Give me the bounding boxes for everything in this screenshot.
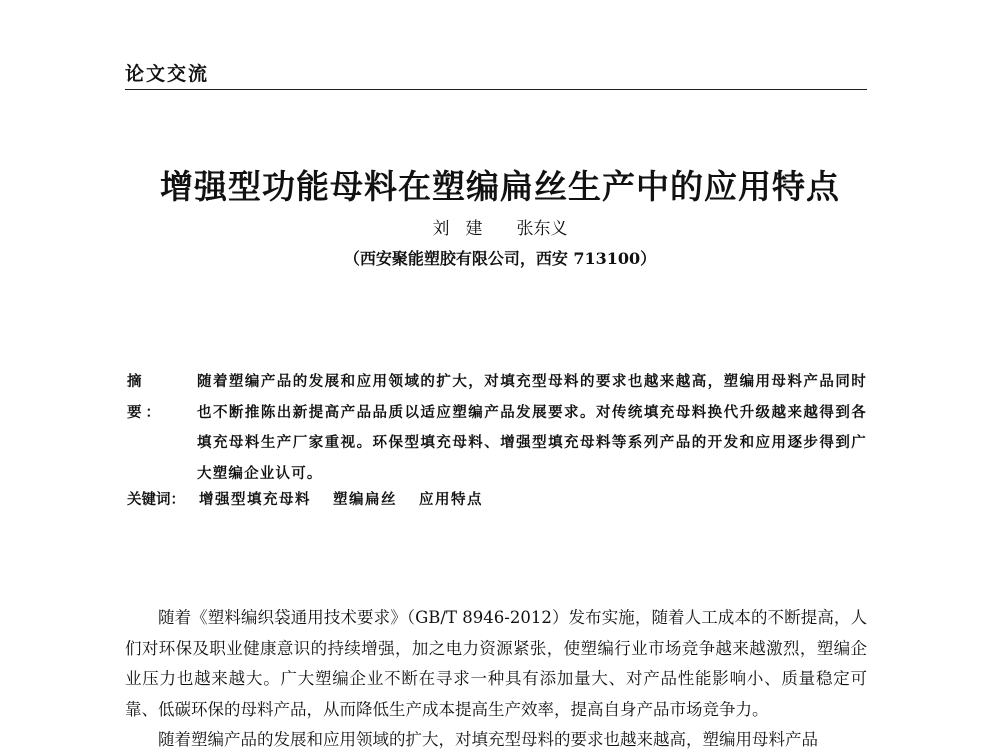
abstract-text: 随着塑编产品的发展和应用领域的扩大，对填充型母料的要求也越来越高，塑编用母料产品同时也不断推陈出新提高产品品质以适应塑编产品发展要求。对传统填充母料换代升级越来越得到各填充母料生产厂家重视。环保型填充母料、增强型填充母料等系列产品的开发和应用逐步得到广大塑编企业认可。	[197, 373, 867, 482]
body-paragraph: 随着《塑料编织袋通用技术要求》（GB/T 8946-2012）发布实施，随着人工成本的不断提高，人们对环保及职业健康意识的持续增强，加之电力资源紧张，使塑编行业市场竞争越来越激烈，塑编企业压力也越来越大。广大塑编企业不断在寻求一种具有添加量大、对产品性能影响小、质量稳定可靠、低碳环保的母料产品，从而降低生产成本提高生产效率，提高自身产品市场竞争力。	[125, 608, 867, 719]
author-name: 张东义	[516, 219, 568, 239]
author-list	[200, 215, 800, 243]
keyword: 应用特点	[419, 491, 483, 508]
keywords	[127, 486, 867, 514]
keyword: 塑编扁丝	[333, 491, 397, 508]
body-text	[125, 603, 867, 756]
abstract-label: 摘 要：	[127, 373, 164, 421]
body-paragraph: 随着塑编产品的发展和应用领域的扩大，对填充型母料的要求也越来越高，塑编用母料产品	[158, 730, 818, 749]
abstract	[127, 367, 867, 489]
author-name: 刘建	[432, 219, 499, 239]
author-affiliation: （西安聚能塑胶有限公司，西安 713100）	[343, 249, 657, 268]
keywords-label: 关键词：	[127, 491, 185, 508]
article-title: 增强型功能母料在塑编扁丝生产中的应用特点	[160, 167, 840, 206]
header-rule	[125, 89, 867, 90]
keyword: 增强型填充母料	[199, 491, 311, 508]
section-label: 论文交流	[125, 63, 210, 85]
